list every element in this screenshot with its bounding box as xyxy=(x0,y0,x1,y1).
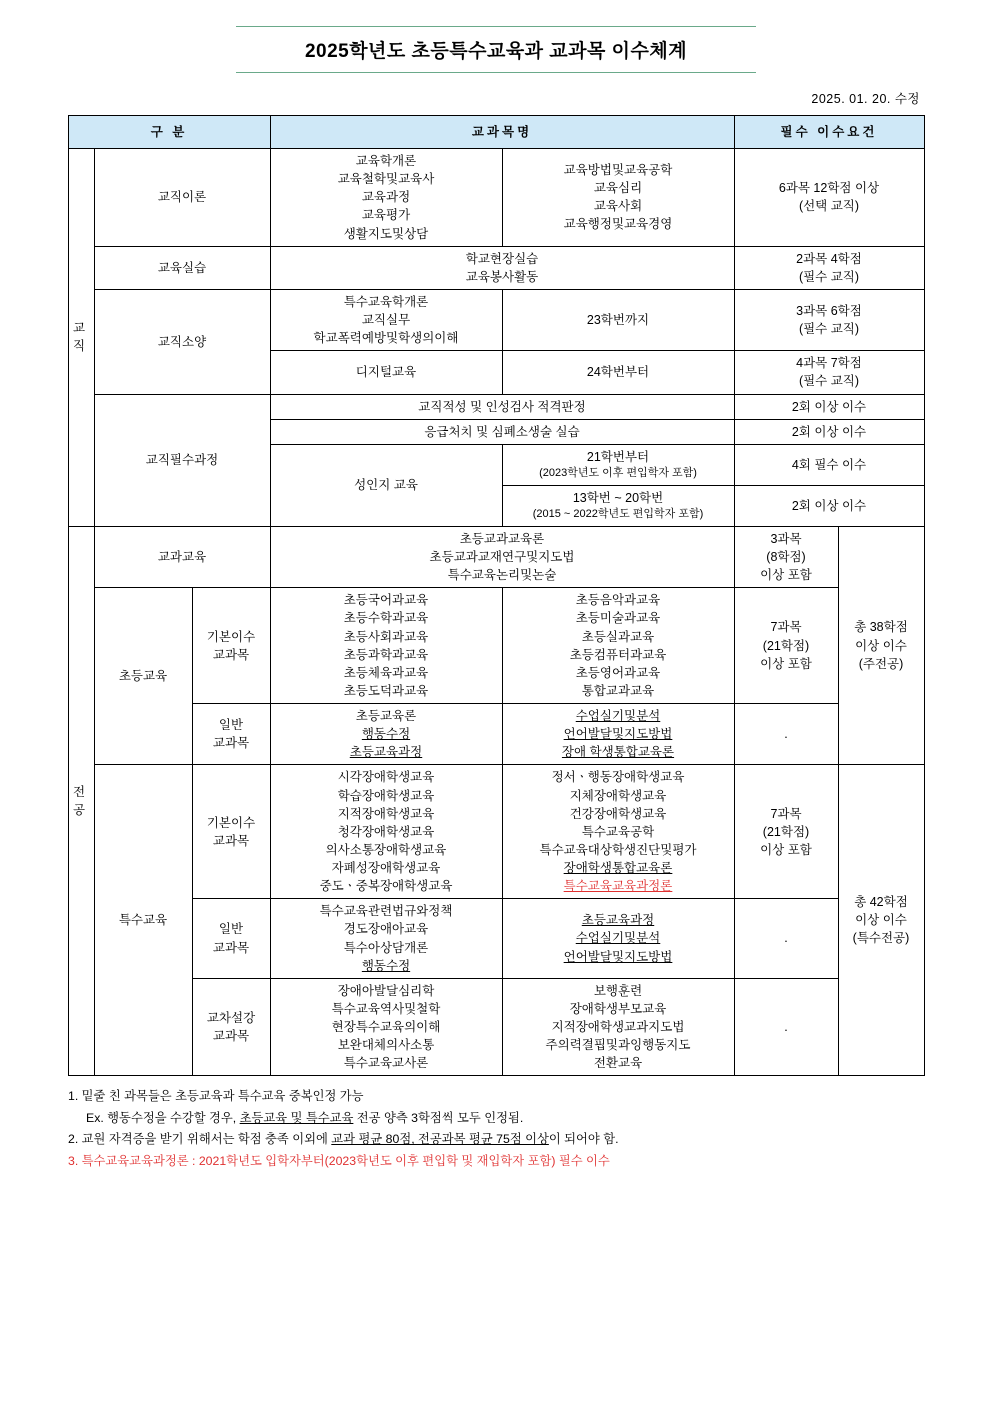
practice-item-0: 학교현장실습 xyxy=(465,251,539,266)
literacy-condition-b: 24학번부터 xyxy=(502,351,734,394)
elementary-general-label xyxy=(192,704,270,765)
spec-basic-right-6: 특수교육교육과정론 xyxy=(563,879,673,894)
spec-gen-right-0: 초등교육과정 xyxy=(581,913,655,928)
special-general-label xyxy=(192,899,270,979)
elem-basic-left-2: 초등사회과교육 xyxy=(343,629,429,644)
footnotes xyxy=(68,1086,924,1172)
row-label-required-course: 교직필수과정 xyxy=(94,394,270,526)
elem-gen-right-0: 수업실기및분석 xyxy=(575,709,661,723)
spec-basic-right-2: 건강장애학생교육 xyxy=(569,806,667,821)
elem-basic-req-line1: 7과목 xyxy=(770,620,802,635)
special-basic-left xyxy=(270,765,502,899)
footnote-2-underline: 교과 평균 80점, 전공과목 평균 75점 이상 xyxy=(331,1132,549,1147)
literacy-a-2: 학교폭력예방및학생의이해 xyxy=(313,331,459,346)
literacy-courses-a xyxy=(270,289,502,350)
spec-gen-right-1: 수업실기및분석 xyxy=(575,931,661,946)
theory-right-2: 교육사회 xyxy=(593,199,643,214)
special-basic-label-line1: 기본이수 xyxy=(206,815,256,830)
spec-basic-right-0: 정서ㆍ행동장애학생교육 xyxy=(551,770,685,785)
group-gyojik-ch1: 교 xyxy=(72,321,90,336)
elem-basic-right-0: 초등음악과교육 xyxy=(575,593,661,608)
elem-basic-right-3: 초등컴퓨터과교육 xyxy=(569,647,667,662)
footnote-2-post: 이 되어야 함. xyxy=(548,1132,619,1147)
header-requirement: 필수 이수요건 xyxy=(734,116,924,149)
spec-basic-left-1: 학습장애학생교육 xyxy=(337,788,435,803)
literacy-a-1: 교직실무 xyxy=(361,313,411,327)
theory-requirement xyxy=(734,149,924,247)
spec-gen-left-1: 경도장애아교육 xyxy=(343,922,429,937)
theory-right-3: 교육행정및교육경영 xyxy=(563,217,673,232)
elem-basic-req-line3: 이상 포함 xyxy=(760,656,812,671)
curriculum-table xyxy=(68,115,925,1076)
elem-gen-left-2: 초등교육과정 xyxy=(349,745,423,760)
elem-basic-left-1: 초등수학과교육 xyxy=(343,611,429,626)
elem-gen-left-1: 행동수정 xyxy=(361,727,411,742)
elementary-basic-label xyxy=(192,588,270,704)
row-label-subject-edu: 교과교육 xyxy=(94,526,270,587)
footnote-1-ex-post: 전공 양측 3학점씩 모두 인정됨. xyxy=(353,1110,524,1125)
footnote-1-ex-underline: 초등교육 및 특수교육 xyxy=(239,1110,354,1125)
special-general-left xyxy=(270,899,502,979)
special-basic-label-line2: 교과목 xyxy=(212,833,250,848)
special-general-label-line1: 일반 xyxy=(218,922,244,937)
special-cross-label-line2: 교과목 xyxy=(212,1029,250,1044)
spec-cross-right-0: 보행훈련 xyxy=(593,983,643,998)
group-jeongong-ch1: 전 xyxy=(72,785,90,799)
gender-condition-a xyxy=(502,444,734,485)
spec-cross-left-0: 장애아발달심리학 xyxy=(337,983,435,998)
elementary-total-line1: 총 38학점 xyxy=(854,620,908,635)
elementary-total-line2: 이상 이수 xyxy=(855,638,907,653)
header-division: 구 분 xyxy=(68,116,270,149)
special-cross-left xyxy=(270,978,502,1076)
group-jeongong-ch2: 공 xyxy=(72,803,90,818)
spec-basic-right-4: 특수교육대상학생진단및평가 xyxy=(539,842,697,857)
elementary-general-label-line2: 교과목 xyxy=(212,736,250,751)
table-row xyxy=(68,149,924,247)
gender-condition-b xyxy=(502,485,734,526)
practice-courses xyxy=(270,246,734,289)
special-cross-right xyxy=(502,978,734,1076)
spec-basic-req-line2: (21학점) xyxy=(762,824,810,839)
footnote-1-ex-pre: Ex. 행동수정을 수강할 경우, xyxy=(86,1110,240,1125)
spec-basic-left-0: 시각장애학생교육 xyxy=(337,770,435,785)
elementary-general-right xyxy=(502,704,734,765)
header-course-name: 교과목명 xyxy=(270,116,734,149)
spec-gen-right-2: 언어발달및지도방법 xyxy=(563,949,673,964)
table-row xyxy=(68,765,924,899)
spec-basic-left-3: 청각장애학생교육 xyxy=(337,824,435,839)
gender-requirement-a: 4회 필수 이수 xyxy=(734,444,924,485)
spec-basic-left-4: 의사소통장애학생교육 xyxy=(325,842,447,857)
footnote-2-pre: 2. 교원 자격증을 받기 위해서는 학점 충족 이외에 xyxy=(68,1132,332,1147)
special-basic-right xyxy=(502,765,734,899)
table-row xyxy=(68,588,924,704)
group-gyojik xyxy=(68,149,94,527)
theory-left-0: 교육학개론 xyxy=(355,154,417,168)
spec-basic-right-5: 장애학생통합교육론 xyxy=(563,861,673,875)
row-label-literacy: 교직소양 xyxy=(94,289,270,394)
elem-basic-req-line2: (21학점) xyxy=(762,638,810,653)
practice-req-line2: (필수 교직) xyxy=(798,269,860,284)
special-basic-label xyxy=(192,765,270,899)
theory-left-4: 생활지도및상담 xyxy=(343,226,429,241)
spec-cross-left-4: 특수교육교사론 xyxy=(343,1056,429,1071)
elem-basic-right-1: 초등미술과교육 xyxy=(575,611,661,626)
special-cross-requirement: . xyxy=(734,978,838,1076)
literacy-req-b-line2: (필수 교직) xyxy=(798,374,860,389)
page-title: 2025학년도 초등특수교육과 교과목 이수체계 xyxy=(304,41,688,62)
theory-req-line2: (선택 교직) xyxy=(798,199,860,214)
special-total-line1: 총 42학점 xyxy=(854,895,908,910)
subject-edu-1: 초등교과교재연구및지도법 xyxy=(429,550,575,564)
elem-basic-right-5: 통합교과교육 xyxy=(581,683,655,698)
elementary-total-line3: (주전공) xyxy=(858,656,904,671)
special-general-right xyxy=(502,899,734,979)
special-general-label-line2: 교과목 xyxy=(212,940,250,955)
subject-edu-0: 초등교과교육론 xyxy=(459,531,545,546)
gender-cond-a-line1: 21학번부터 xyxy=(586,449,650,464)
elem-basic-left-3: 초등과학과교육 xyxy=(343,647,429,662)
theory-right-0: 교육방법및교육공학 xyxy=(563,163,673,178)
table-row xyxy=(68,978,924,1076)
literacy-requirement-b xyxy=(734,351,924,394)
gender-cond-b-line1: 13학번 ~ 20학번 xyxy=(572,490,664,505)
revision-date: 2025. 01. 20. 수정 xyxy=(811,92,920,106)
table-row xyxy=(68,289,924,350)
special-general-requirement: . xyxy=(734,899,838,979)
elem-basic-right-2: 초등실과교육 xyxy=(581,629,655,644)
title-block xyxy=(236,26,756,73)
practice-requirement xyxy=(734,246,924,289)
table-row xyxy=(68,704,924,765)
group-jeongong xyxy=(68,526,94,1076)
elementary-basic-right xyxy=(502,588,734,704)
special-basic-requirement xyxy=(734,765,838,899)
theory-courses-left xyxy=(270,149,502,247)
spec-gen-left-3: 행동수정 xyxy=(361,958,411,973)
elem-basic-left-4: 초등체육과교육 xyxy=(343,665,429,680)
theory-courses-right xyxy=(502,149,734,247)
elementary-total-requirement xyxy=(838,526,924,765)
special-cross-label-line1: 교차설강 xyxy=(206,1010,256,1025)
subject-edu-req-line3: 이상 포함 xyxy=(760,568,812,583)
table-row xyxy=(68,899,924,979)
spec-basic-req-line1: 7과목 xyxy=(770,806,802,821)
subject-edu-requirement xyxy=(734,526,838,587)
aptitude-requirement: 2회 이상 이수 xyxy=(734,394,924,419)
special-total-line2: 이상 이수 xyxy=(855,913,907,928)
gender-education-label: 성인지 교육 xyxy=(270,444,502,526)
elem-basic-left-5: 초등도덕과교육 xyxy=(343,683,429,698)
elementary-basic-label-line2: 교과목 xyxy=(212,647,250,662)
footnote-2 xyxy=(68,1129,924,1151)
spec-basic-right-3: 특수교육공학 xyxy=(581,824,655,839)
table-row xyxy=(68,526,924,587)
spec-gen-left-2: 특수아상담개론 xyxy=(343,940,429,955)
spec-cross-left-3: 보완대체의사소통 xyxy=(337,1038,435,1053)
subject-edu-2: 특수교육논리및논술 xyxy=(447,568,557,583)
elementary-basic-left xyxy=(270,588,502,704)
elem-basic-left-0: 초등국어과교육 xyxy=(343,593,429,608)
gender-cond-b-line2: (2015 ~ 2022학년도 편입학자 포함) xyxy=(532,507,704,520)
footnote-1-example xyxy=(68,1108,924,1130)
spec-cross-right-4: 전환교육 xyxy=(593,1056,643,1071)
row-label-special: 특수교육 xyxy=(94,765,192,1076)
elementary-basic-label-line1: 기본이수 xyxy=(206,629,256,644)
special-total-requirement xyxy=(838,765,924,1076)
literacy-courses-b xyxy=(270,351,502,394)
spec-cross-right-1: 장애학생부모교육 xyxy=(569,1001,667,1016)
spec-cross-right-2: 지적장애학생교과지도법 xyxy=(551,1020,685,1034)
spec-basic-right-1: 지체장애학생교육 xyxy=(569,788,667,803)
elem-gen-right-2: 장애 학생통합교육론 xyxy=(561,745,675,760)
elementary-general-label-line1: 일반 xyxy=(218,718,244,733)
literacy-b-0: 디지털교육 xyxy=(355,365,417,380)
elem-gen-left-0: 초등교육론 xyxy=(355,709,417,723)
theory-req-line1: 6과목 12학점 이상 xyxy=(778,181,880,196)
spec-basic-left-2: 지적장애학생교육 xyxy=(337,806,435,821)
table-row xyxy=(68,246,924,289)
gender-requirement-b: 2회 이상 이수 xyxy=(734,485,924,526)
elem-gen-right-1: 언어발달및지도방법 xyxy=(563,727,673,742)
elementary-general-requirement: . xyxy=(734,704,838,765)
special-cross-label xyxy=(192,978,270,1076)
subject-edu-courses xyxy=(270,526,734,587)
literacy-req-b-line1: 4과목 7학점 xyxy=(796,356,862,371)
subject-edu-req-line2: (8학점) xyxy=(766,550,806,564)
theory-left-2: 교육과정 xyxy=(361,190,411,205)
footnote-3: 3. 특수교육교육과정론 : 2021학년도 입학자부터(2023학년도 이후 편입학 및 재입학자 포함) 필수 이수 xyxy=(68,1153,610,1168)
literacy-requirement-a xyxy=(734,289,924,350)
first-aid: 응급처치 및 심폐소생술 실습 xyxy=(270,419,734,444)
literacy-a-0: 특수교육학개론 xyxy=(343,294,429,309)
row-label-practice: 교육실습 xyxy=(94,246,270,289)
spec-cross-left-1: 특수교육역사및철학 xyxy=(331,1001,441,1016)
title-rule-bottom xyxy=(236,72,756,73)
spec-gen-left-0: 특수교육관련법규와정책 xyxy=(319,904,453,919)
table-header xyxy=(68,116,924,149)
practice-req-line1: 2과목 4학점 xyxy=(796,251,862,266)
spec-basic-left-5: 자폐성장애학생교육 xyxy=(331,861,441,875)
theory-left-3: 교육평가 xyxy=(361,208,411,223)
subject-edu-req-line1: 3과목 xyxy=(770,531,802,546)
first-aid-requirement: 2회 이상 이수 xyxy=(734,419,924,444)
theory-right-1: 교육심리 xyxy=(593,181,643,196)
elem-basic-right-4: 초등영어과교육 xyxy=(575,665,661,680)
footnote-1: 1. 밑줄 친 과목들은 초등교육과 특수교육 중복인정 가능 xyxy=(68,1089,364,1104)
theory-left-1: 교육철학및교육사 xyxy=(337,172,435,187)
practice-item-1: 교육봉사활동 xyxy=(465,269,539,284)
literacy-condition-a: 23학번까지 xyxy=(502,289,734,350)
gender-cond-a-line2: (2023학년도 이후 편입학자 포함) xyxy=(539,466,697,479)
group-gyojik-ch2: 직 xyxy=(72,339,90,354)
row-label-elementary: 초등교육 xyxy=(94,588,192,765)
table-row xyxy=(68,394,924,419)
spec-basic-req-line3: 이상 포함 xyxy=(760,842,812,857)
special-total-line3: (특수전공) xyxy=(852,931,910,946)
row-label-theory: 교직이론 xyxy=(94,149,270,247)
elementary-general-left xyxy=(270,704,502,765)
aptitude-test: 교직적성 및 인성검사 적격판정 xyxy=(270,394,734,419)
elementary-basic-requirement xyxy=(734,588,838,704)
spec-cross-left-2: 현장특수교육의이해 xyxy=(331,1020,441,1034)
spec-basic-left-6: 중도ㆍ중복장애학생교육 xyxy=(319,879,453,894)
literacy-req-a-line2: (필수 교직) xyxy=(798,322,860,337)
literacy-req-a-line1: 3과목 6학점 xyxy=(796,303,862,318)
spec-cross-right-3: 주의력결핍및과잉행동지도 xyxy=(545,1038,691,1053)
